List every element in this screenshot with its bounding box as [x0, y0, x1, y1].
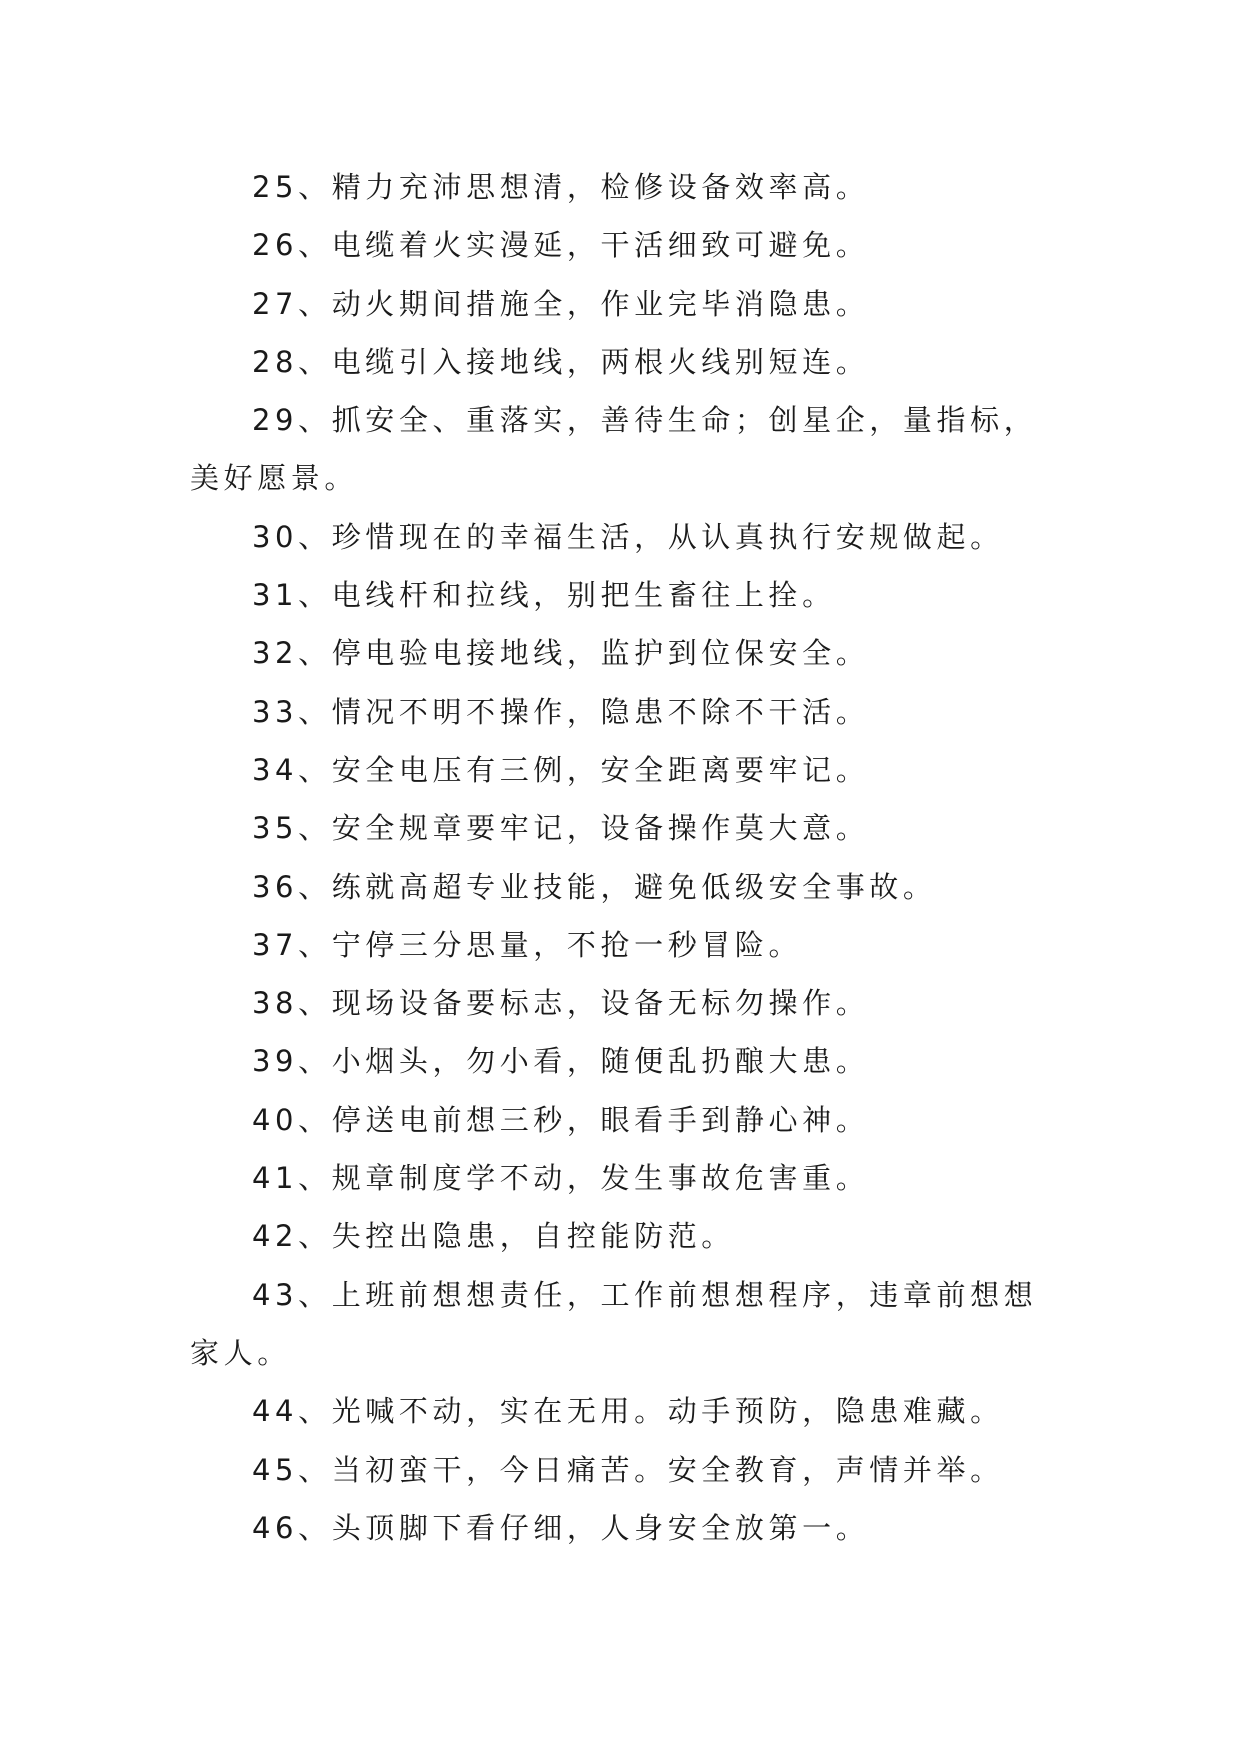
list-item: 37、宁停三分思量，不抢一秒冒险。 [252, 927, 803, 962]
list-item: 33、情况不明不操作，隐患不除不干活。 [252, 694, 870, 729]
list-item: 38、现场设备要标志，设备无标勿操作。 [252, 986, 870, 1021]
list-item: 25、精力充沛思想清，检修设备效率高。 [252, 170, 870, 204]
list-item: 27、动火期间措施全，作业完毕消隐患。 [252, 286, 870, 321]
list-item: 41、规章制度学不动，发生事故危害重。 [252, 1161, 870, 1196]
list-item: 36、练就高超专业技能，避免低级安全事故。 [252, 869, 937, 904]
list-item: 30、珍惜现在的幸福生活，从认真执行安规做起。 [252, 519, 1004, 554]
list-item: 40、停送电前想三秒，眼看手到静心神。 [252, 1102, 870, 1137]
list-item: 29、抓安全、重落实，善待生命；创星企，量指标，美好愿景。 [190, 403, 1038, 496]
list-item: 34、安全电压有三例，安全距离要牢记。 [252, 752, 870, 787]
list-item: 35、安全规章要牢记，设备操作莫大意。 [252, 811, 870, 846]
list-item: 43、上班前想想责任，工作前想想程序，违章前想想家人。 [190, 1277, 1038, 1370]
list-item: 42、失控出隐患，自控能防范。 [252, 1219, 735, 1254]
list-item: 32、停电验电接地线，监护到位保安全。 [252, 636, 870, 671]
list-item: 26、电缆着火实漫延，干活细致可避免。 [252, 228, 870, 263]
list-item: 28、电缆引入接地线，两根火线别短连。 [252, 344, 870, 379]
slogan-list [190, 158, 1050, 1557]
list-item: 31、电线杆和拉线，别把生畜往上拴。 [252, 578, 836, 613]
list-item: 45、当初蛮干，今日痛苦。安全教育，声情并举。 [252, 1452, 1004, 1487]
list-item: 44、光喊不动，实在无用。动手预防，隐患难藏。 [252, 1394, 1004, 1429]
list-item: 46、头顶脚下看仔细，人身安全放第一。 [252, 1510, 870, 1545]
list-item: 39、小烟头，勿小看，随便乱扔酿大患。 [252, 1044, 870, 1079]
